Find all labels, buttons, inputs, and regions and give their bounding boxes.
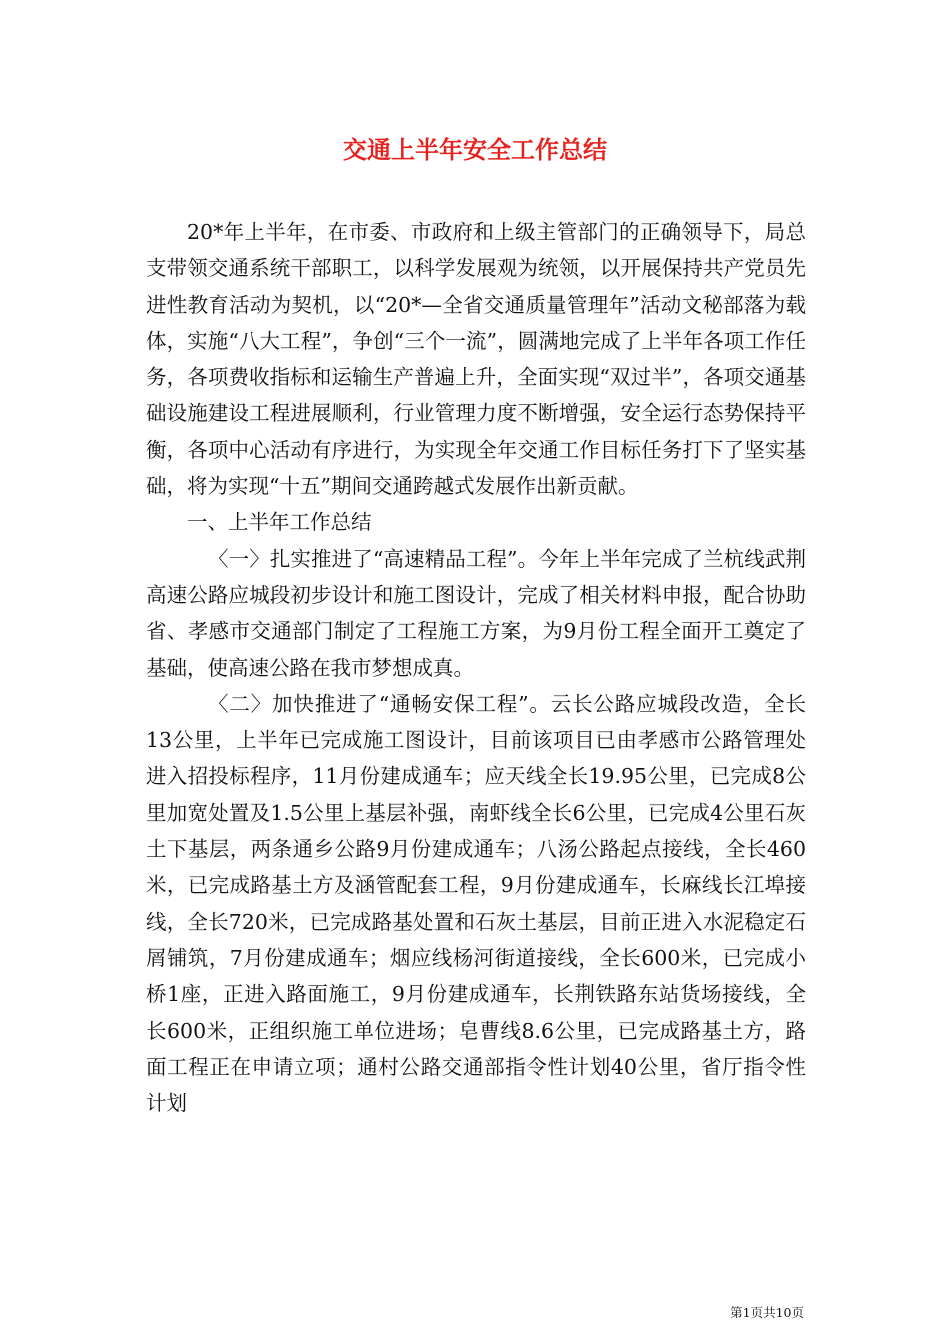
paragraph-item-1: 〈一〉扎实推进了“高速精品工程”。今年上半年完成了兰杭线武荆高速公路应城段初步设计和施工图设计，完成了相关材料申报，配合协助省、孝感市交通部门制定了工程施工方案，为9月份工程全面开工奠定了基础，使高速公路在我市梦想成真。 xyxy=(146,546,806,680)
paragraph-intro: 20*年上半年，在市委、市政府和上级主管部门的正确领导下，局总支带领交通系统干部职工，以科学发展观为统领，以开展保持共产党员先进性教育活动为契机，以“20*—全省交通质量管理年”活动文秘部落为载体，实施“八大工程”，争创“三个一流”，圆满地完成了上半年各项工作任务，各项费收指标和运输生产普遍上升，全面实现“双过半”，各项交通基础设施建设工程进展顺利，行业管理力度不断增强，安全运行态势保持平衡，各项中心活动有序进行，为实现全年交通工作目标任务打下了坚实基础，将为实现“十五”期间交通跨越式发展作出新贡献。 xyxy=(146,220,806,499)
section-heading: 一、上半年工作总结 xyxy=(187,510,372,535)
document-body xyxy=(146,214,806,1121)
page-number: 第1页共10页 xyxy=(730,1305,804,1320)
paragraph-item-2: 〈二〉加快推进了“通畅安保工程”。云长公路应城段改造，全长13公里，上半年已完成施工图设计，目前该项目已由孝感市公路管理处进入招投标程序，11月份建成通车；应天线全长19.95公里，已完成8公里加宽处置及1.5公里上基层补强，南虾线全长6公里，已完成4公里石灰土下基层，两条通乡公路9月份建成通车；八汤公路起点接线，全长460米，已完成路基土方及涵管配套工程，9月份建成通车，长麻线长江埠接线，全长720米，已完成路基处置和石灰土基层，目前正进入水泥稳定石屑铺筑，7月份建成通车；烟应线杨河街道接线，全长600米，已完成小桥1座，正进入路面施工，9月份建成通车，长荆铁路东站货场接线，全长600米，正组织施工单位进场；皂曹线8.6公里，已完成路基土方，路面工程正在申请立项；通村公路交通部指令性计划40公里，省厅指令性计划 xyxy=(146,691,806,1116)
document-title: 交通上半年安全工作总结 xyxy=(343,136,607,164)
